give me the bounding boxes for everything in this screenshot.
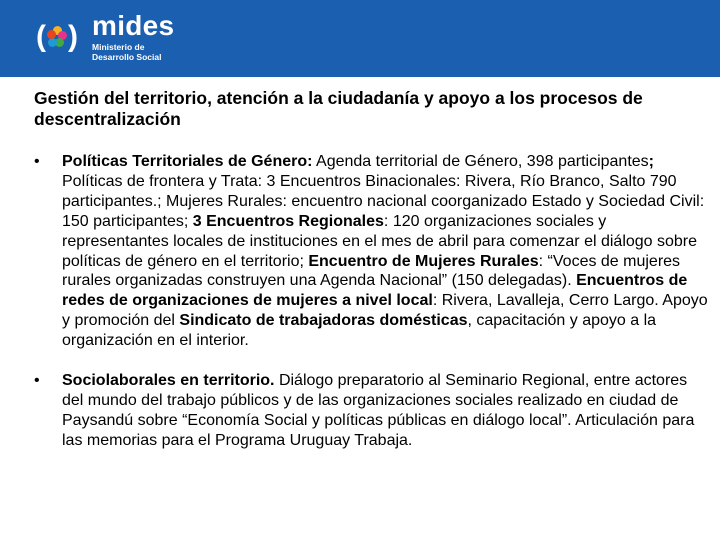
logo-text (92, 12, 174, 62)
bullet-marker: • (34, 153, 40, 170)
logo-subtitle-line2: Desarrollo Social (92, 52, 162, 62)
text-run: : “Voces de mujeres rurales organizadas construyen una Agenda Nacional” (150 delegadas). (62, 252, 681, 290)
bold-run: Sindicato de trabajadoras domésticas (179, 312, 468, 330)
bold-run: 3 Encuentros Regionales (192, 212, 384, 230)
logo-name: mides (92, 10, 175, 41)
bold-run: Encuentros de redes de organizaciones de mujeres a nivel local (62, 272, 688, 310)
logo-mark (36, 20, 86, 54)
logo-open-paren: ( (36, 20, 46, 53)
petal-red (47, 30, 56, 39)
bold-run: Encuentro de Mujeres Rurales (308, 252, 539, 270)
text-run: : 120 organizaciones sociales y representantes locales de instituciones en el mes de abril para comenzar el diálogo sobre políticas de género en el territorio; (62, 212, 698, 270)
mides-logo (36, 12, 174, 62)
bold-run: Sociolaborales en territorio. (62, 372, 275, 390)
petal-blue (48, 38, 57, 47)
text-run: Políticas de frontera y Trata: 3 Encuentros Binacionales: Rivera, Río Branco, Salto 790 participantes.; Mujeres Rurales: encuentro nacional coorganizado Estado y Sociedad Civil: 150 participantes; (62, 172, 705, 230)
header-bar (0, 0, 720, 77)
bullet-item (34, 371, 710, 451)
logo-close-paren: ) (68, 20, 78, 53)
bold-run: ; (648, 153, 654, 170)
bold-run: Políticas Territoriales de Género: (62, 153, 313, 170)
bullet-list (34, 152, 710, 471)
bullet-text (62, 371, 710, 451)
bullet-item (34, 152, 710, 351)
slide-title: Gestión del territorio, atención a la ciudadanía y apoyo a los procesos de descentralización (34, 88, 643, 129)
text-run: Agenda territorial de Género, 398 participantes (312, 153, 649, 170)
bullet-text (62, 152, 710, 351)
logo-subtitle-line1: Ministerio de (92, 42, 145, 52)
bullet-marker: • (34, 372, 40, 390)
text-run: , capacitación y apoyo a la organización en el interior. (62, 312, 657, 350)
flower-icon (47, 26, 67, 48)
text-run: : Rivera, Lavalleja, Cerro Largo. Apoyo y promoción del (62, 292, 708, 330)
text-run: Diálogo preparatorio al Seminario Regional, entre actores del mundo del trabajo públicos y de las organizaciones sociales realizado en ciudad de Paysandú sobre “Economía Social y políticas públicas en diálogo local”. Articulación para las memorias para el Programa Uruguay Trabaja. (62, 372, 695, 449)
